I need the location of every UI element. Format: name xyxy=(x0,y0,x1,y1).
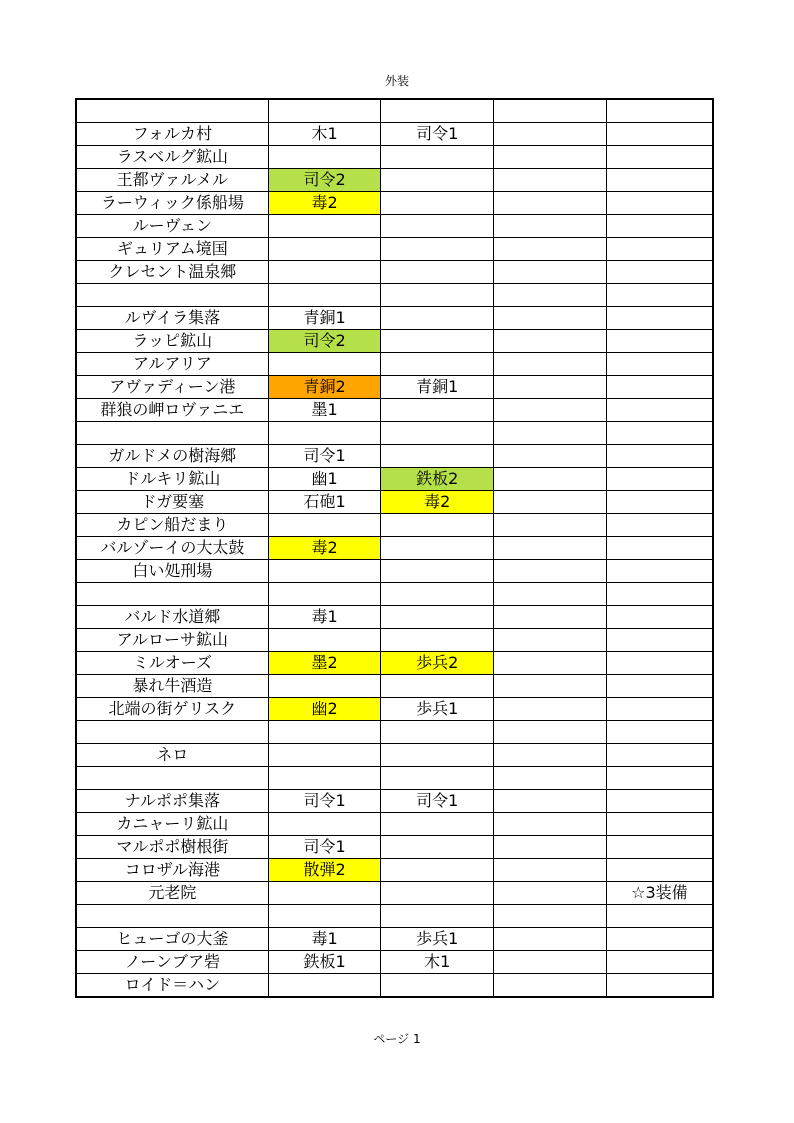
item-cell[interactable]: 石砲1 xyxy=(268,491,381,514)
item-cell[interactable] xyxy=(381,399,494,422)
table-row xyxy=(76,721,713,744)
location-cell[interactable]: アヴァディーン港 xyxy=(76,376,268,399)
item-cell[interactable] xyxy=(494,675,607,698)
item-cell[interactable] xyxy=(606,491,713,514)
item-cell[interactable] xyxy=(381,767,494,790)
item-cell[interactable] xyxy=(494,882,607,905)
table-row xyxy=(76,468,713,491)
item-cell[interactable] xyxy=(381,307,494,330)
item-cell[interactable] xyxy=(606,146,713,169)
location-cell[interactable]: ラーウィック係船場 xyxy=(76,192,268,215)
location-cell[interactable]: ドルキリ鉱山 xyxy=(76,468,268,491)
item-cell[interactable] xyxy=(381,974,494,998)
item-cell[interactable] xyxy=(381,905,494,928)
location-cell[interactable]: カニャーリ鉱山 xyxy=(76,813,268,836)
item-cell[interactable] xyxy=(494,813,607,836)
item-cell[interactable] xyxy=(606,583,713,606)
item-cell[interactable] xyxy=(606,445,713,468)
item-cell[interactable] xyxy=(268,744,381,767)
item-cell[interactable]: 青銅1 xyxy=(268,307,381,330)
item-cell[interactable] xyxy=(381,744,494,767)
location-cell[interactable] xyxy=(76,284,268,307)
location-cell[interactable]: バルド水道郷 xyxy=(76,606,268,629)
location-cell[interactable]: クレセント温泉郷 xyxy=(76,261,268,284)
item-cell[interactable] xyxy=(494,146,607,169)
item-cell[interactable] xyxy=(494,721,607,744)
item-cell[interactable]: 墨1 xyxy=(268,399,381,422)
item-cell[interactable] xyxy=(494,928,607,951)
item-cell[interactable] xyxy=(606,353,713,376)
item-cell[interactable] xyxy=(494,468,607,491)
item-cell[interactable] xyxy=(494,951,607,974)
item-cell[interactable] xyxy=(381,836,494,859)
location-cell[interactable]: 白い処刑場 xyxy=(76,560,268,583)
item-cell[interactable]: 木1 xyxy=(268,123,381,146)
item-cell[interactable] xyxy=(494,905,607,928)
item-cell[interactable] xyxy=(381,99,494,123)
page-header-title: 外装 xyxy=(384,74,409,88)
location-cell[interactable]: ミルオーズ xyxy=(76,652,268,675)
item-cell[interactable] xyxy=(606,468,713,491)
item-cell[interactable] xyxy=(268,882,381,905)
item-cell[interactable]: 歩兵2 xyxy=(381,652,494,675)
table-row xyxy=(76,652,713,675)
item-cell[interactable] xyxy=(606,537,713,560)
item-cell[interactable]: 幽1 xyxy=(268,468,381,491)
item-cell[interactable] xyxy=(381,284,494,307)
item-cell[interactable] xyxy=(494,744,607,767)
item-cell[interactable] xyxy=(494,192,607,215)
item-cell[interactable]: 鉄板1 xyxy=(268,951,381,974)
item-cell[interactable] xyxy=(494,859,607,882)
item-cell[interactable] xyxy=(606,767,713,790)
item-cell[interactable] xyxy=(606,169,713,192)
item-cell[interactable] xyxy=(268,422,381,445)
item-cell[interactable]: 毒1 xyxy=(268,928,381,951)
table-row xyxy=(76,859,713,882)
item-cell[interactable]: 毒1 xyxy=(268,606,381,629)
item-cell[interactable] xyxy=(606,859,713,882)
item-cell[interactable]: 鉄板2 xyxy=(381,468,494,491)
item-cell[interactable] xyxy=(268,99,381,123)
item-cell[interactable]: 司令1 xyxy=(381,123,494,146)
location-cell[interactable]: ヒューゴの大釜 xyxy=(76,928,268,951)
table-row xyxy=(76,491,713,514)
item-cell[interactable] xyxy=(494,399,607,422)
table-row xyxy=(76,238,713,261)
item-cell[interactable] xyxy=(268,284,381,307)
item-cell[interactable] xyxy=(494,537,607,560)
item-cell[interactable] xyxy=(494,261,607,284)
table-row xyxy=(76,376,713,399)
item-cell[interactable]: 司令2 xyxy=(268,330,381,353)
location-cell[interactable]: 元老院 xyxy=(76,882,268,905)
item-cell[interactable] xyxy=(494,422,607,445)
item-cell[interactable] xyxy=(381,445,494,468)
location-cell[interactable]: マルポポ樹根街 xyxy=(76,836,268,859)
item-cell[interactable] xyxy=(606,698,713,721)
page-number: ページ 1 xyxy=(373,1032,421,1046)
item-cell[interactable] xyxy=(494,652,607,675)
item-cell[interactable]: 司令1 xyxy=(268,836,381,859)
item-cell[interactable] xyxy=(494,790,607,813)
item-cell[interactable]: 毒2 xyxy=(268,192,381,215)
item-cell[interactable] xyxy=(381,422,494,445)
item-cell[interactable] xyxy=(494,353,607,376)
item-cell[interactable]: 毒2 xyxy=(381,491,494,514)
item-cell[interactable]: 散弾2 xyxy=(268,859,381,882)
item-cell[interactable] xyxy=(381,215,494,238)
table-row xyxy=(76,537,713,560)
location-cell[interactable]: 群狼の岬ロヴァニエ xyxy=(76,399,268,422)
item-cell[interactable] xyxy=(606,376,713,399)
table-row xyxy=(76,974,713,998)
location-cell[interactable]: 王都ヴァルメル xyxy=(76,169,268,192)
item-cell[interactable] xyxy=(268,560,381,583)
item-cell[interactable] xyxy=(606,192,713,215)
location-cell[interactable]: ラッピ鉱山 xyxy=(76,330,268,353)
item-cell[interactable] xyxy=(268,514,381,537)
item-cell[interactable] xyxy=(606,99,713,123)
table-row xyxy=(76,928,713,951)
item-cell[interactable] xyxy=(606,790,713,813)
item-cell[interactable] xyxy=(494,215,607,238)
location-cell[interactable]: ラスベルグ鉱山 xyxy=(76,146,268,169)
item-cell[interactable]: 司令1 xyxy=(268,790,381,813)
item-cell[interactable]: 歩兵1 xyxy=(381,698,494,721)
item-cell[interactable] xyxy=(381,629,494,652)
location-cell[interactable]: アルアリア xyxy=(76,353,268,376)
item-cell[interactable] xyxy=(494,238,607,261)
item-cell[interactable] xyxy=(606,744,713,767)
table-row xyxy=(76,790,713,813)
item-cell[interactable] xyxy=(381,514,494,537)
item-cell[interactable] xyxy=(381,859,494,882)
item-cell[interactable] xyxy=(381,813,494,836)
location-cell[interactable]: 北端の街ゲリスク xyxy=(76,698,268,721)
item-cell[interactable] xyxy=(606,399,713,422)
table-row xyxy=(76,606,713,629)
table-row xyxy=(76,698,713,721)
location-cell[interactable]: ドガ要塞 xyxy=(76,491,268,514)
item-cell[interactable] xyxy=(494,629,607,652)
item-cell[interactable]: 幽2 xyxy=(268,698,381,721)
item-cell[interactable] xyxy=(606,123,713,146)
table-row xyxy=(76,629,713,652)
location-cell[interactable]: アルローサ鉱山 xyxy=(76,629,268,652)
item-cell[interactable] xyxy=(606,951,713,974)
table-row xyxy=(76,192,713,215)
item-cell[interactable] xyxy=(268,629,381,652)
location-cell[interactable]: カピン船だまり xyxy=(76,514,268,537)
item-cell[interactable] xyxy=(494,376,607,399)
item-cell[interactable] xyxy=(381,169,494,192)
item-cell[interactable] xyxy=(381,192,494,215)
table-row xyxy=(76,560,713,583)
item-cell[interactable] xyxy=(606,514,713,537)
item-cell[interactable] xyxy=(381,675,494,698)
item-cell[interactable] xyxy=(268,353,381,376)
item-cell[interactable]: 司令1 xyxy=(268,445,381,468)
item-cell[interactable] xyxy=(381,330,494,353)
location-cell[interactable]: 暴れ牛酒造 xyxy=(76,675,268,698)
location-cell[interactable]: ナルポポ集落 xyxy=(76,790,268,813)
location-cell[interactable]: ガルドメの樹海郷 xyxy=(76,445,268,468)
item-cell[interactable] xyxy=(606,928,713,951)
item-cell[interactable] xyxy=(494,330,607,353)
item-cell[interactable] xyxy=(494,514,607,537)
item-cell[interactable]: ☆3装備 xyxy=(606,882,713,905)
table-row xyxy=(76,675,713,698)
item-cell[interactable] xyxy=(381,537,494,560)
item-cell[interactable] xyxy=(494,560,607,583)
table-row xyxy=(76,767,713,790)
table-row xyxy=(76,882,713,905)
item-cell[interactable]: 司令1 xyxy=(381,790,494,813)
item-cell[interactable] xyxy=(381,606,494,629)
item-cell[interactable]: 墨2 xyxy=(268,652,381,675)
item-cell[interactable] xyxy=(606,284,713,307)
spreadsheet-table xyxy=(75,98,714,998)
item-cell[interactable] xyxy=(268,583,381,606)
item-cell[interactable] xyxy=(606,261,713,284)
item-cell[interactable] xyxy=(381,261,494,284)
item-cell[interactable] xyxy=(381,882,494,905)
item-cell[interactable] xyxy=(494,583,607,606)
spreadsheet-body xyxy=(76,99,713,997)
item-cell[interactable]: 青銅2 xyxy=(268,376,381,399)
location-cell[interactable] xyxy=(76,583,268,606)
item-cell[interactable] xyxy=(494,974,607,998)
location-cell[interactable]: コロザル海港 xyxy=(76,859,268,882)
item-cell[interactable] xyxy=(268,721,381,744)
item-cell[interactable] xyxy=(494,169,607,192)
item-cell[interactable] xyxy=(494,284,607,307)
table-row xyxy=(76,399,713,422)
item-cell[interactable] xyxy=(606,905,713,928)
table-row xyxy=(76,905,713,928)
item-cell[interactable] xyxy=(494,698,607,721)
item-cell[interactable] xyxy=(268,974,381,998)
table-row xyxy=(76,445,713,468)
item-cell[interactable] xyxy=(494,99,607,123)
item-cell[interactable] xyxy=(494,491,607,514)
item-cell[interactable]: 歩兵1 xyxy=(381,928,494,951)
item-cell[interactable] xyxy=(606,330,713,353)
item-cell[interactable] xyxy=(268,238,381,261)
table-row xyxy=(76,951,713,974)
item-cell[interactable] xyxy=(494,123,607,146)
table-row xyxy=(76,307,713,330)
location-cell[interactable]: バルゾーイの大太鼓 xyxy=(76,537,268,560)
item-cell[interactable] xyxy=(268,813,381,836)
table-row xyxy=(76,146,713,169)
location-cell[interactable] xyxy=(76,905,268,928)
table-row xyxy=(76,744,713,767)
item-cell[interactable] xyxy=(606,721,713,744)
item-cell[interactable] xyxy=(494,767,607,790)
table-row xyxy=(76,583,713,606)
item-cell[interactable]: 木1 xyxy=(381,951,494,974)
item-cell[interactable]: 毒2 xyxy=(268,537,381,560)
location-cell[interactable]: ルヴイラ集落 xyxy=(76,307,268,330)
item-cell[interactable] xyxy=(494,445,607,468)
item-cell[interactable] xyxy=(606,307,713,330)
table-row xyxy=(76,215,713,238)
table-row xyxy=(76,836,713,859)
item-cell[interactable] xyxy=(606,974,713,998)
location-cell[interactable] xyxy=(76,767,268,790)
item-cell[interactable] xyxy=(381,560,494,583)
location-cell[interactable] xyxy=(76,422,268,445)
location-cell[interactable]: ギュリアム境国 xyxy=(76,238,268,261)
item-cell[interactable] xyxy=(606,813,713,836)
item-cell[interactable] xyxy=(494,307,607,330)
item-cell[interactable] xyxy=(606,422,713,445)
item-cell[interactable] xyxy=(381,353,494,376)
item-cell[interactable] xyxy=(606,836,713,859)
item-cell[interactable] xyxy=(268,215,381,238)
item-cell[interactable] xyxy=(606,238,713,261)
item-cell[interactable] xyxy=(381,721,494,744)
item-cell[interactable] xyxy=(606,215,713,238)
table-row xyxy=(76,330,713,353)
table-row xyxy=(76,422,713,445)
table-row xyxy=(76,353,713,376)
item-cell[interactable] xyxy=(494,836,607,859)
item-cell[interactable] xyxy=(606,629,713,652)
table-row xyxy=(76,99,713,123)
item-cell[interactable] xyxy=(606,606,713,629)
item-cell[interactable] xyxy=(606,675,713,698)
location-cell[interactable]: フォルカ村 xyxy=(76,123,268,146)
table-row xyxy=(76,169,713,192)
location-cell[interactable] xyxy=(76,99,268,123)
item-cell[interactable] xyxy=(381,238,494,261)
item-cell[interactable] xyxy=(268,261,381,284)
item-cell[interactable] xyxy=(606,560,713,583)
item-cell[interactable] xyxy=(268,767,381,790)
item-cell[interactable] xyxy=(268,905,381,928)
location-cell[interactable]: ノーンブア砦 xyxy=(76,951,268,974)
table-row xyxy=(76,261,713,284)
location-cell[interactable]: ルーヴェン xyxy=(76,215,268,238)
item-cell[interactable] xyxy=(268,146,381,169)
table-row xyxy=(76,123,713,146)
location-cell[interactable]: ロイド＝ハン xyxy=(76,974,268,998)
item-cell[interactable]: 司令2 xyxy=(268,169,381,192)
item-cell[interactable]: 青銅1 xyxy=(381,376,494,399)
item-cell[interactable] xyxy=(381,146,494,169)
table-row xyxy=(76,514,713,537)
table-row xyxy=(76,813,713,836)
table-row xyxy=(76,284,713,307)
item-cell[interactable] xyxy=(606,652,713,675)
item-cell[interactable] xyxy=(268,675,381,698)
item-cell[interactable] xyxy=(381,583,494,606)
location-cell[interactable] xyxy=(76,721,268,744)
item-cell[interactable] xyxy=(494,606,607,629)
location-cell[interactable]: ネロ xyxy=(76,744,268,767)
